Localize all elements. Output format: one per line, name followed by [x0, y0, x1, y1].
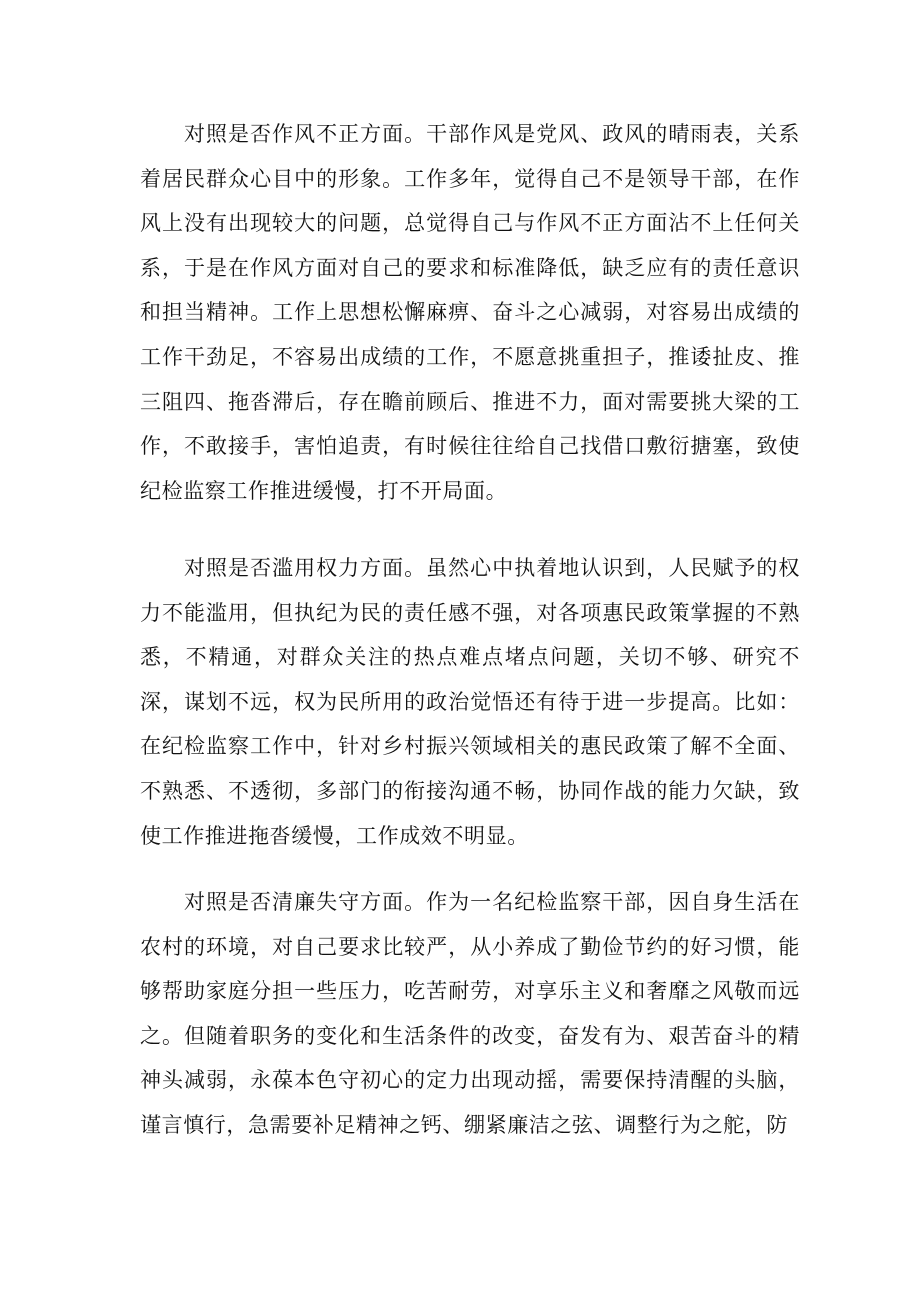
paragraph-power-abuse: 对照是否滥用权力方面。虽然心中执着地认识到，人民赋予的权力不能滥用，但执纪为民的责任感不强，对各项惠民政策掌握的不熟悉，不精通，对群众关注的热点难点堵点问题，关切不够、研究不深，谋划不远，权为民所用的政治觉悟还有待于进一步提高。比如：在纪检监察工作中，针对乡村振兴领域相关的惠民政策了解不全面、不熟悉、不透彻，多部门的衔接沟通不畅，协同作战的能力欠缺，致使工作推进拖沓缓慢，工作成效不明显。	[140, 556, 800, 848]
paragraph-integrity: 对照是否清廉失守方面。作为一名纪检监察干部，因自身生活在农村的环境，对自己要求比较严，从小养成了勤俭节约的好习惯，能够帮助家庭分担一些压力，吃苦耐劳，对享乐主义和奢靡之风敬而远之。但随着职务的变化和生活条件的改变，奋发有为、艰苦奋斗的精神头减弱，永葆本色守初心的定力出现动摇，需要保持清醒的头脑，谨言慎行，急需要补足精神之钙、绷紧廉洁之弦、调整行为之舵，防	[140, 890, 800, 1137]
paragraph-style-issues: 对照是否作风不正方面。干部作风是党风、政风的晴雨表，关系着居民群众心目中的形象。工作多年，觉得自己不是领导干部，在作风上没有出现较大的问题，总觉得自己与作风不正方面沾不上任何关系，于是在作风方面对自己的要求和标准降低，缺乏应有的责任意识和担当精神。工作上思想松懈麻痹、奋斗之心减弱，对容易出成绩的工作干劲足，不容易出成绩的工作，不愿意挑重担子，推诿扯皮、推三阻四、拖沓滞后，存在瞻前顾后、推进不力，面对需要挑大梁的工作，不敢接手，害怕追责，有时候往往给自己找借口敷衍搪塞，致使纪检监察工作推进缓慢，打不开局面。	[140, 122, 800, 503]
